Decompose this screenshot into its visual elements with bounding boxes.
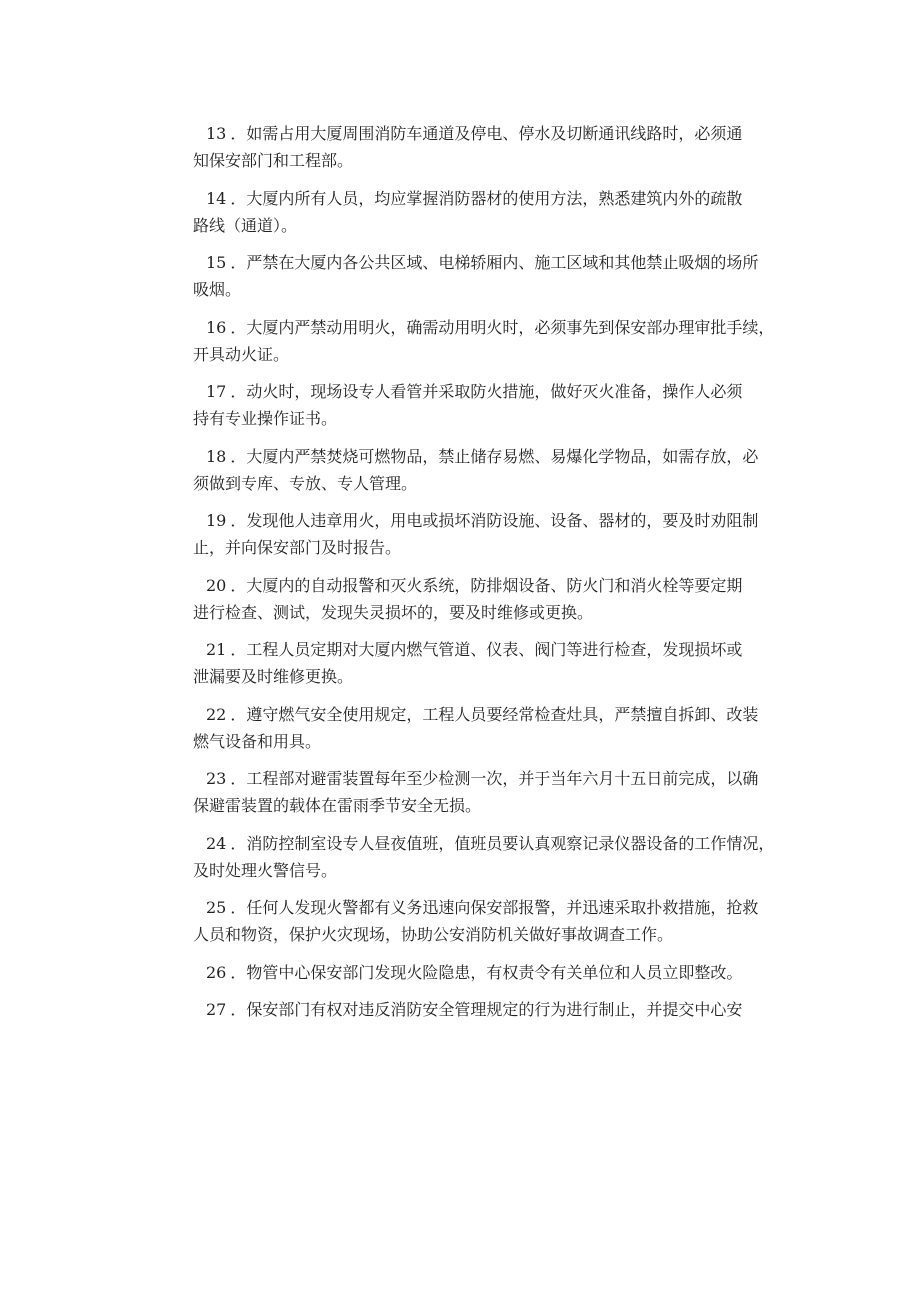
regulation-item-22 (193, 701, 783, 755)
item-number: 25 (206, 898, 227, 917)
item-separator: ． (230, 833, 247, 853)
item-continuation-line: 开具动火证。 (193, 344, 290, 364)
regulation-item-21 (193, 636, 783, 690)
item-separator: ． (230, 253, 247, 272)
item-number: 18 (206, 446, 227, 466)
regulation-item-17 (193, 378, 783, 432)
regulation-item-15 (193, 249, 783, 303)
item-separator: ． (230, 124, 247, 143)
item-text: 工程部对避雷装置每年至少检测一次，并于当年六月十五日前完成，以确 (246, 769, 759, 788)
item-continuation-line: 知保安部门和工程部。 (193, 151, 354, 170)
item-text: 发现他人违章用火，用电或损坏消防设施、设备、器材的，要及时劝阻制 (246, 511, 759, 530)
item-separator: ． (230, 188, 247, 208)
item-continuation-line: 泄漏要及时维修更换。 (193, 667, 354, 686)
item-separator: ． (230, 962, 247, 982)
item-continuation-line: 吸烟。 (193, 280, 242, 299)
item-separator: ． (230, 317, 247, 337)
item-text: 保安部门有权对违反消防安全管理规定的行为进行制止，并提交中心安 (246, 1000, 743, 1019)
item-first-line (193, 636, 783, 663)
item-text: 大厦内所有人员，均应掌握消防器材的使用方法，熟悉建筑内外的疏散 (246, 188, 743, 208)
regulation-item-20 (193, 572, 783, 626)
item-continuation-line: 人员和物资，保护火灾现场，协助公安消防机关做好事故调查工作。 (193, 925, 674, 944)
item-number: 19 (206, 511, 227, 530)
item-first-line (193, 959, 783, 986)
item-number: 24 (206, 833, 227, 853)
regulation-item-18 (193, 443, 783, 497)
item-continuation-line: 进行检查、测试，发现失灵损坏的，要及时维修或更换。 (193, 602, 594, 622)
item-text: 如需占用大厦周围消防车通道及停电、停水及切断通讯线路时，必须通 (246, 124, 743, 143)
item-text: 任何人发现火警都有义务迅速向保安部报警，并迅速采取扑救措施，抢救 (246, 898, 759, 917)
item-number: 14 (206, 188, 227, 208)
item-first-line (193, 249, 783, 276)
regulation-item-26 (193, 959, 783, 986)
item-text: 大厦内的自动报警和灭火系统，防排烟设备、防火门和消火栓等要定期 (246, 575, 743, 595)
item-number: 23 (206, 769, 227, 788)
item-continuation-line: 及时处理火警信号。 (193, 860, 338, 880)
item-first-line (193, 507, 783, 534)
item-first-line (193, 120, 783, 147)
regulation-item-16 (193, 314, 783, 368)
item-separator: ． (230, 446, 247, 466)
item-number: 21 (206, 640, 227, 659)
item-text: 严禁在大厦内各公共区域、电梯轿厢内、施工区域和其他禁止吸烟的场所 (246, 253, 759, 272)
item-number: 16 (206, 317, 227, 337)
regulation-item-27 (193, 996, 783, 1023)
item-separator: ． (230, 382, 247, 401)
item-text: 遵守燃气安全使用规定，工程人员要经常检查灶具，严禁擅自拆卸、改装 (246, 704, 759, 724)
item-first-line (193, 443, 783, 470)
item-first-line (193, 185, 783, 212)
item-continuation-line: 须做到专库、专放、专人管理。 (193, 473, 418, 493)
regulation-item-25 (193, 894, 783, 948)
item-number: 26 (206, 962, 227, 982)
item-first-line (193, 830, 783, 857)
item-separator: ． (230, 575, 247, 595)
item-text: 工程人员定期对大厦内燃气管道、仪表、阀门等进行检查，发现损坏或 (246, 640, 743, 659)
item-separator: ． (230, 769, 247, 788)
regulation-item-19 (193, 507, 783, 561)
item-number: 20 (206, 575, 227, 595)
item-separator: ． (230, 640, 247, 659)
item-continuation-line: 路线（通道）。 (193, 215, 298, 235)
regulation-item-13 (193, 120, 783, 174)
item-first-line (193, 765, 783, 792)
item-first-line (193, 314, 783, 341)
item-continuation-line: 燃气设备和用具。 (193, 731, 322, 751)
item-text: 动火时，现场设专人看管并采取防火措施，做好灭火准备，操作人必须 (246, 382, 743, 401)
item-continuation-line: 保避雷装置的载体在雷雨季节安全无损。 (193, 796, 482, 815)
item-first-line (193, 378, 783, 405)
item-number: 15 (206, 253, 227, 272)
regulation-item-14 (193, 185, 783, 239)
item-number: 17 (206, 382, 227, 401)
item-first-line (193, 996, 783, 1023)
item-first-line (193, 572, 783, 599)
item-first-line (193, 701, 783, 728)
regulation-item-23 (193, 765, 783, 819)
item-continuation-line: 止，并向保安部门及时报告。 (193, 538, 402, 557)
item-first-line (193, 894, 783, 921)
item-number: 22 (206, 704, 227, 724)
regulation-item-24 (193, 830, 783, 884)
item-separator: ． (230, 1000, 247, 1019)
item-separator: ． (230, 704, 247, 724)
item-text: 消防控制室设专人昼夜值班，值班员要认真观察记录仪器设备的工作情况， (246, 833, 775, 853)
item-text: 大厦内严禁焚烧可燃物品，禁止储存易燃、易爆化学物品，如需存放，必 (246, 446, 759, 466)
regulation-list (193, 120, 783, 1034)
item-text: 大厦内严禁动用明火，确需动用明火时，必须事先到保安部办理审批手续， (246, 317, 775, 337)
item-separator: ． (230, 898, 247, 917)
item-separator: ． (230, 511, 247, 530)
item-text: 物管中心保安部门发现火险隐患，有权责令有关单位和人员立即整改。 (246, 962, 743, 982)
item-number: 13 (206, 124, 227, 143)
item-continuation-line: 持有专业操作证书。 (193, 409, 338, 428)
item-number: 27 (206, 1000, 227, 1019)
